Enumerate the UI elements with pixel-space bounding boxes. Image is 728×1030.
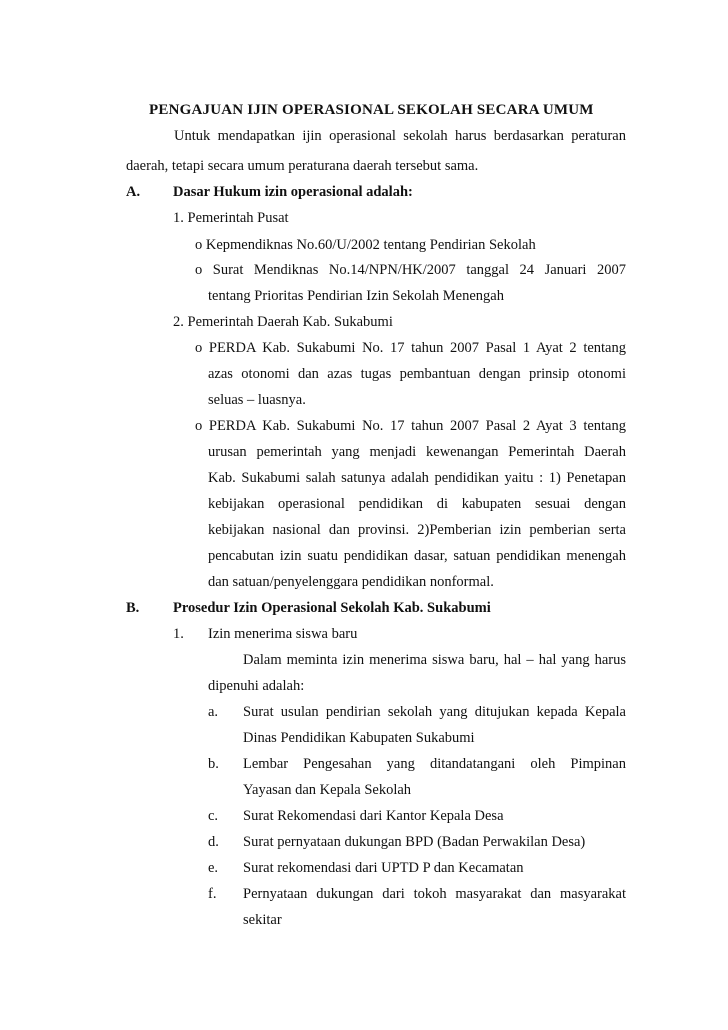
- section-a-item-2-bullet-2-line-6: pencabutan izin suatu pendidikan dasar, satuan pendidikan menengah: [208, 548, 626, 564]
- section-a-item-2: 2. Pemerintah Daerah Kab. Sukabumi: [173, 314, 393, 330]
- sub-item-a-line-2: Dinas Pendidikan Kabupaten Sukabumi: [243, 730, 475, 746]
- intro-line-2: daerah, tetapi secara umum peraturana daerah tersebut sama.: [126, 158, 479, 174]
- section-a-item-1-bullet-2-line-2: tentang Prioritas Pendirian Izin Sekolah Menengah: [208, 288, 504, 304]
- section-a-item-1-bullet-2-line-1: o Surat Mendiknas No.14/NPN/HK/2007 tanggal 24 Januari 2007: [195, 262, 626, 278]
- sub-item-c-letter: c.: [208, 808, 219, 824]
- section-a-item-2-bullet-2-line-2: urusan pemerintah yang menjadi kewenangan Pemerintah Daerah: [208, 444, 626, 460]
- section-b-heading: Prosedur Izin Operasional Sekolah Kab. Sukabumi: [173, 600, 491, 616]
- section-a-item-2-bullet-2-line-1: o PERDA Kab. Sukabumi No. 17 tahun 2007 Pasal 2 Ayat 3 tentang: [195, 418, 626, 434]
- section-a-item-1: 1. Pemerintah Pusat: [173, 210, 289, 226]
- section-a-item-2-bullet-1-line-3: seluas – luasnya.: [208, 392, 306, 408]
- section-a-item-2-bullet-1-line-2: azas otonomi dan azas tugas pembantuan dengan prinsip otonomi: [208, 366, 626, 382]
- section-a-item-2-bullet-2-line-5: kebijakan nasional dan provinsi. 2)Pemberian izin pemberian serta: [208, 522, 626, 538]
- section-a-item-2-bullet-2-line-4: kebijakan operasional pendidikan di kabupaten sesuai dengan: [208, 496, 626, 512]
- sub-item-e-line-1: Surat rekomendasi dari UPTD P dan Kecamatan: [243, 860, 524, 876]
- section-b-item-1-title: Izin menerima siswa baru: [208, 626, 358, 642]
- sub-item-f-letter: f.: [208, 886, 217, 902]
- section-a-item-2-bullet-1-line-1: o PERDA Kab. Sukabumi No. 17 tahun 2007 Pasal 1 Ayat 2 tentang: [195, 340, 626, 356]
- section-a-letter: A.: [126, 184, 141, 200]
- page-title: PENGAJUAN IJIN OPERASIONAL SEKOLAH SECARA UMUM: [149, 102, 594, 118]
- sub-item-f-line-2: sekitar: [243, 912, 282, 928]
- sub-item-a-letter: a.: [208, 704, 219, 720]
- sub-item-c-line-1: Surat Rekomendasi dari Kantor Kepala Desa: [243, 808, 504, 824]
- section-b-item-1-paragraph-line-1: Dalam meminta izin menerima siswa baru, hal – hal yang harus: [243, 652, 626, 668]
- sub-item-d-letter: d.: [208, 834, 219, 850]
- section-a-item-2-bullet-2-line-7: dan satuan/penyelenggara pendidikan nonformal.: [208, 574, 494, 590]
- section-a-item-2-bullet-2-line-3: Kab. Sukabumi salah satunya adalah pendidikan yaitu : 1) Penetapan: [208, 470, 626, 486]
- sub-item-f-line-1: Pernyataan dukungan dari tokoh masyarakat dan masyarakat: [243, 886, 626, 902]
- section-b-letter: B.: [126, 600, 140, 616]
- section-a-item-1-bullet-1: o Kepmendiknas No.60/U/2002 tentang Pendirian Sekolah: [195, 237, 536, 253]
- section-a-heading: Dasar Hukum izin operasional adalah:: [173, 184, 413, 200]
- section-b-item-1-number: 1.: [173, 626, 184, 642]
- sub-item-e-letter: e.: [208, 860, 219, 876]
- sub-item-b-line-1: Lembar Pengesahan yang ditandatangani oleh Pimpinan: [243, 756, 626, 772]
- sub-item-b-letter: b.: [208, 756, 219, 772]
- intro-line-1: Untuk mendapatkan ijin operasional sekolah harus berdasarkan peraturan: [174, 128, 626, 144]
- sub-item-a-line-1: Surat usulan pendirian sekolah yang ditujukan kepada Kepala: [243, 704, 626, 720]
- sub-item-b-line-2: Yayasan dan Kepala Sekolah: [243, 782, 412, 798]
- section-b-item-1-paragraph-line-2: dipenuhi adalah:: [208, 678, 305, 694]
- sub-item-d-line-1: Surat pernyataan dukungan BPD (Badan Perwakilan Desa): [243, 834, 586, 850]
